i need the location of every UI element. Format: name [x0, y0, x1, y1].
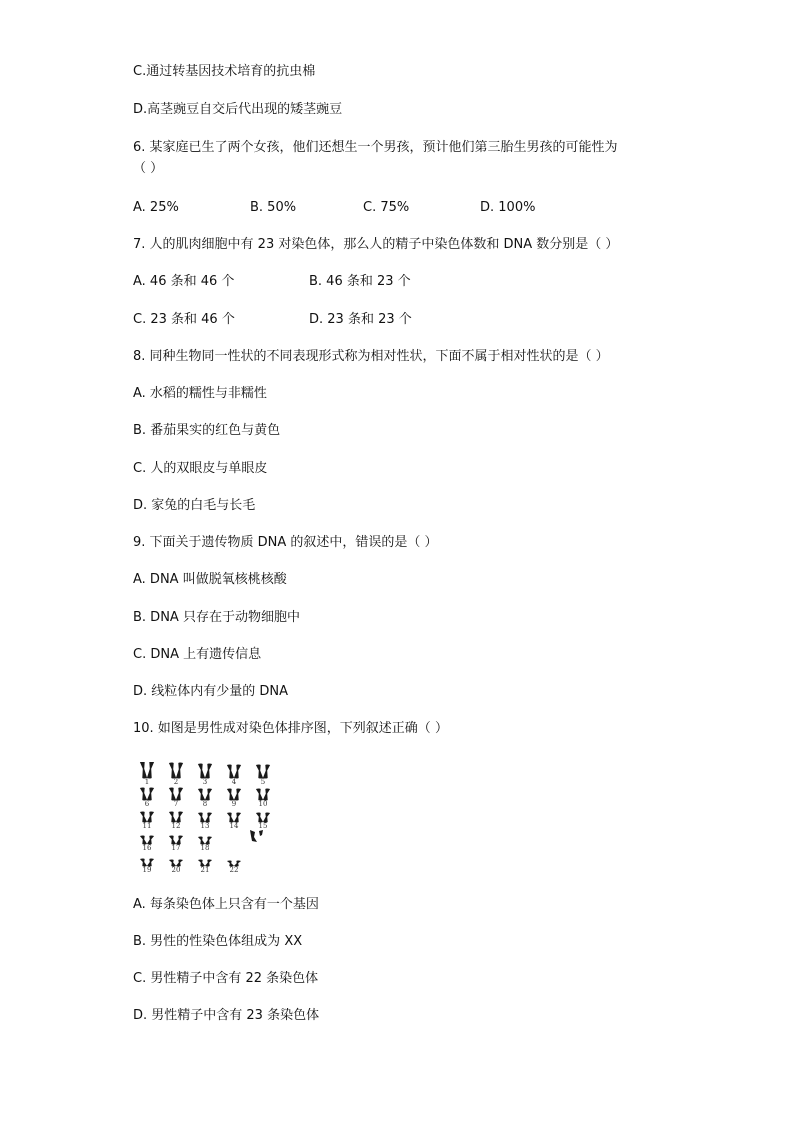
- chromosome-pair-9: [227, 789, 241, 801]
- karyotype-figure: [133, 762, 283, 874]
- chromosome-label-8: 8: [202, 800, 208, 808]
- sex-chromosomes: [250, 830, 263, 842]
- chromosome-label-4: 4: [231, 778, 237, 786]
- q9-option-d: D. 线粒体内有少量的 DNA: [133, 684, 289, 699]
- chromosome-label-12: 12: [171, 822, 181, 830]
- chromosome-label-2: 2: [173, 778, 179, 786]
- chromosome-label-3: 3: [202, 778, 208, 786]
- chromosome-label-16: 16: [142, 844, 152, 852]
- chromosome-label-7: 7: [173, 800, 179, 808]
- chromosome-pair-4: [227, 765, 241, 779]
- chromosome-label-22: 22: [229, 866, 239, 874]
- chromosome-label-17: 17: [171, 844, 181, 852]
- q10-option-b: B. 男性的性染色体组成为 XX: [133, 934, 303, 949]
- q9-stem: 9. 下面关于遗传物质 DNA 的叙述中，错误的是（ ）: [133, 535, 438, 550]
- q9-option-b: B. DNA 只存在于动物细胞中: [133, 610, 300, 625]
- q10-option-d: D. 男性精子中含有 23 条染色体: [133, 1008, 320, 1023]
- q7-option-b: B. 46 条和 23 个: [309, 274, 411, 289]
- q8-option-b: B. 番茄果实的红色与黄色: [133, 423, 281, 438]
- chromosome-label-11: 11: [142, 822, 152, 830]
- chromosome-label-14: 14: [229, 822, 239, 830]
- chromosome-pair-8: [198, 789, 212, 801]
- chromosome-label-13: 13: [200, 822, 210, 830]
- q6-option-b: B. 50%: [250, 200, 297, 215]
- q7-stem: 7. 人的肌肉细胞中有 23 对染色体，那么人的精子中染色体数和 DNA 数分别是（ ）: [133, 237, 619, 252]
- chromosome-pair-10: [256, 789, 270, 801]
- chromosome-label-1: 1: [144, 778, 150, 786]
- chromosome-pair-3: [198, 764, 212, 779]
- q10-option-c: C. 男性精子中含有 22 条染色体: [133, 971, 319, 986]
- chromosome-pair-2: [169, 763, 183, 779]
- q6-option-a: A. 25%: [133, 200, 179, 215]
- chromosome-label-6: 6: [144, 800, 150, 808]
- q8-stem: 8. 同种生物同一性状的不同表现形式称为相对性状，下面不属于相对性状的是（ ）: [133, 349, 609, 364]
- chromosome-label-19: 19: [142, 866, 152, 874]
- chromosome-pair-6: [140, 788, 154, 801]
- chromosome-label-20: 20: [171, 866, 181, 874]
- q6-option-d: D. 100%: [480, 200, 536, 215]
- chromosome-pair-7: [169, 788, 183, 801]
- q8-option-d: D. 家兔的白毛与长毛: [133, 498, 256, 513]
- q5-option-c: C.通过转基因技术培育的抗虫棉: [133, 64, 316, 79]
- q9-option-c: C. DNA 上有遗传信息: [133, 647, 262, 662]
- q6-option-c: C. 75%: [363, 200, 410, 215]
- chromosome-label-18: 18: [200, 844, 210, 852]
- chromosome-label-5: 5: [260, 778, 266, 786]
- q8-option-a: A. 水稻的糯性与非糯性: [133, 386, 267, 401]
- chromosome-label-15: 15: [258, 822, 268, 830]
- chromosome-pair-5: [256, 765, 270, 779]
- q7-option-a: A. 46 条和 46 个: [133, 274, 235, 289]
- chromosome-label-10: 10: [258, 800, 268, 808]
- chromosome-pair-12: [169, 812, 183, 823]
- q6-answer-paren: （ ）: [133, 161, 164, 176]
- q5-option-d: D.高茎豌豆自交后代出现的矮茎豌豆: [133, 102, 343, 117]
- q8-option-c: C. 人的双眼皮与单眼皮: [133, 461, 268, 476]
- q6-stem: 6. 某家庭已生了两个女孩，他们还想生一个男孩，预计他们第三胎生男孩的可能性为: [133, 140, 618, 155]
- chromosome-label-21: 21: [200, 866, 210, 874]
- q9-option-a: A. DNA 叫做脱氧核桃核酸: [133, 572, 287, 587]
- chromosome-pair-15: [256, 813, 270, 823]
- chromosome-pair-11: [140, 812, 154, 823]
- q10-stem: 10. 如图是男性成对染色体排序图，下列叙述正确（ ）: [133, 721, 448, 736]
- chromosome-label-9: 9: [231, 800, 237, 808]
- chromosome-pair-1: [140, 762, 154, 779]
- q7-option-d: D. 23 条和 23 个: [309, 312, 412, 327]
- chromosome-pair-14: [227, 813, 241, 823]
- q7-option-c: C. 23 条和 46 个: [133, 312, 235, 327]
- chromosome-pair-13: [198, 813, 212, 823]
- q10-option-a: A. 每条染色体上只含有一个基因: [133, 897, 319, 912]
